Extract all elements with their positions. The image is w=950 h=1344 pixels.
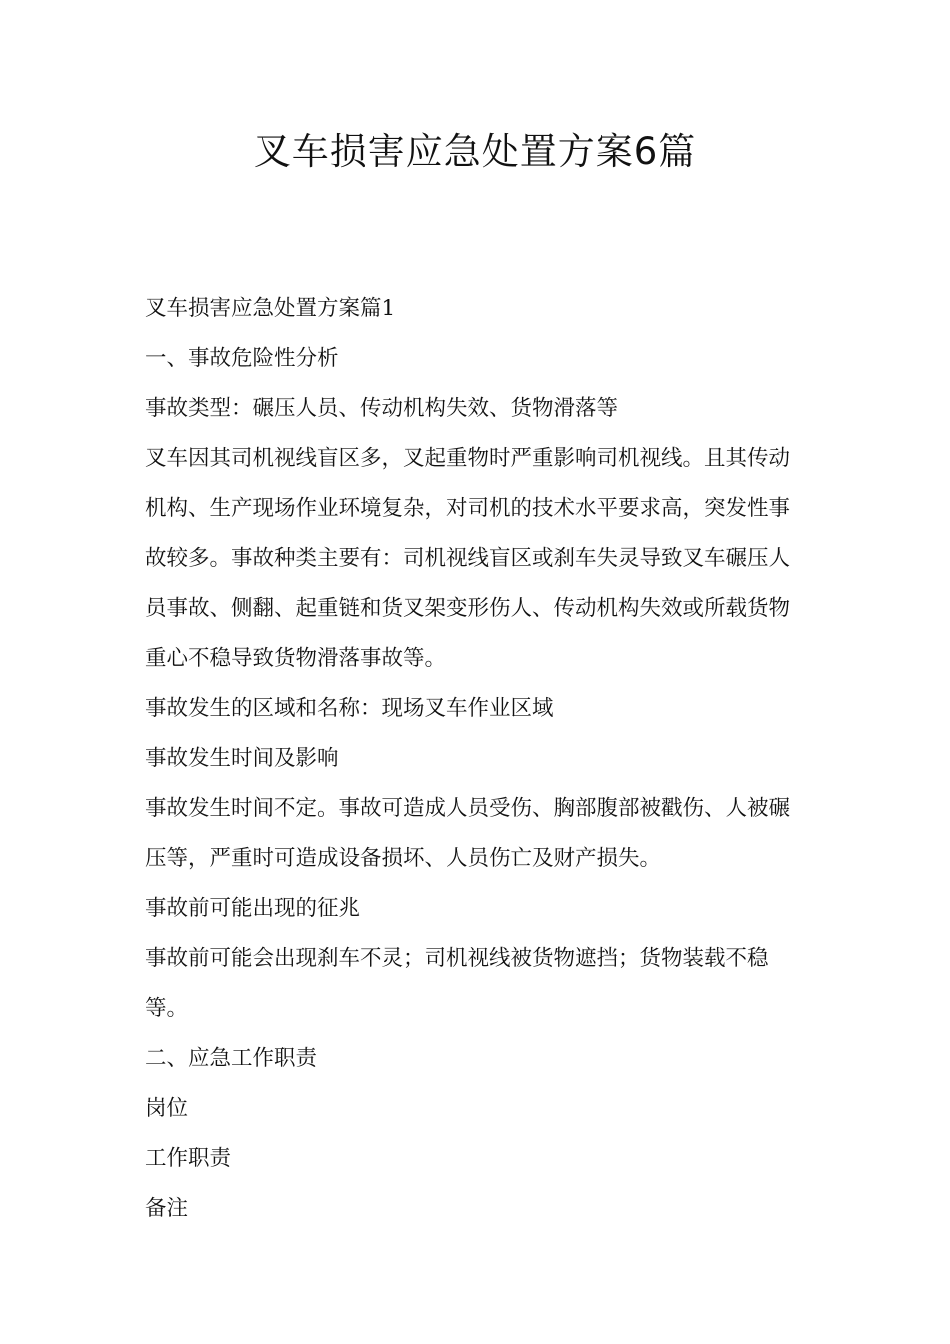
body-paragraph: 事故发生时间及影响 <box>145 746 339 771</box>
body-paragraph: 备注 <box>145 1196 189 1221</box>
subsection-heading: 二、应急工作职责 <box>145 1046 318 1071</box>
body-paragraph: 叉车因其司机视线盲区多，叉起重物时严重影响司机视线。且其传动机构、生产现场作业环境复杂，对司机的技术水平要求高，突发性事故较多。事故种类主要有：司机视线盲区或刹车失灵导致叉车碾压人员事故、侧翻、起重链和货叉架变形伤人、传动机构失效或所载货物重心不稳导致货物滑落事故等。 <box>145 446 791 671</box>
section-heading: 叉车损害应急处置方案篇1 <box>145 296 396 321</box>
subsection-heading: 一、事故危险性分析 <box>145 346 339 371</box>
body-paragraph: 事故前可能出现的征兆 <box>145 896 361 921</box>
document-title: 叉车损害应急处置方案6篇 <box>253 130 697 173</box>
body-paragraph: 事故发生的区域和名称：现场叉车作业区域 <box>145 696 554 721</box>
body-paragraph: 事故发生时间不定。事故可造成人员受伤、胸部腹部被戳伤、人被碾压等，严重时可造成设备损坏、人员伤亡及财产损失。 <box>145 796 791 871</box>
body-paragraph: 事故类型：碾压人员、传动机构失效、货物滑落等 <box>145 396 619 421</box>
body-paragraph: 工作职责 <box>145 1146 232 1171</box>
body-paragraph: 岗位 <box>145 1096 189 1121</box>
body-paragraph: 事故前可能会出现刹车不灵；司机视线被货物遮挡；货物装载不稳等。 <box>145 946 769 1021</box>
document-body <box>145 284 809 1234</box>
